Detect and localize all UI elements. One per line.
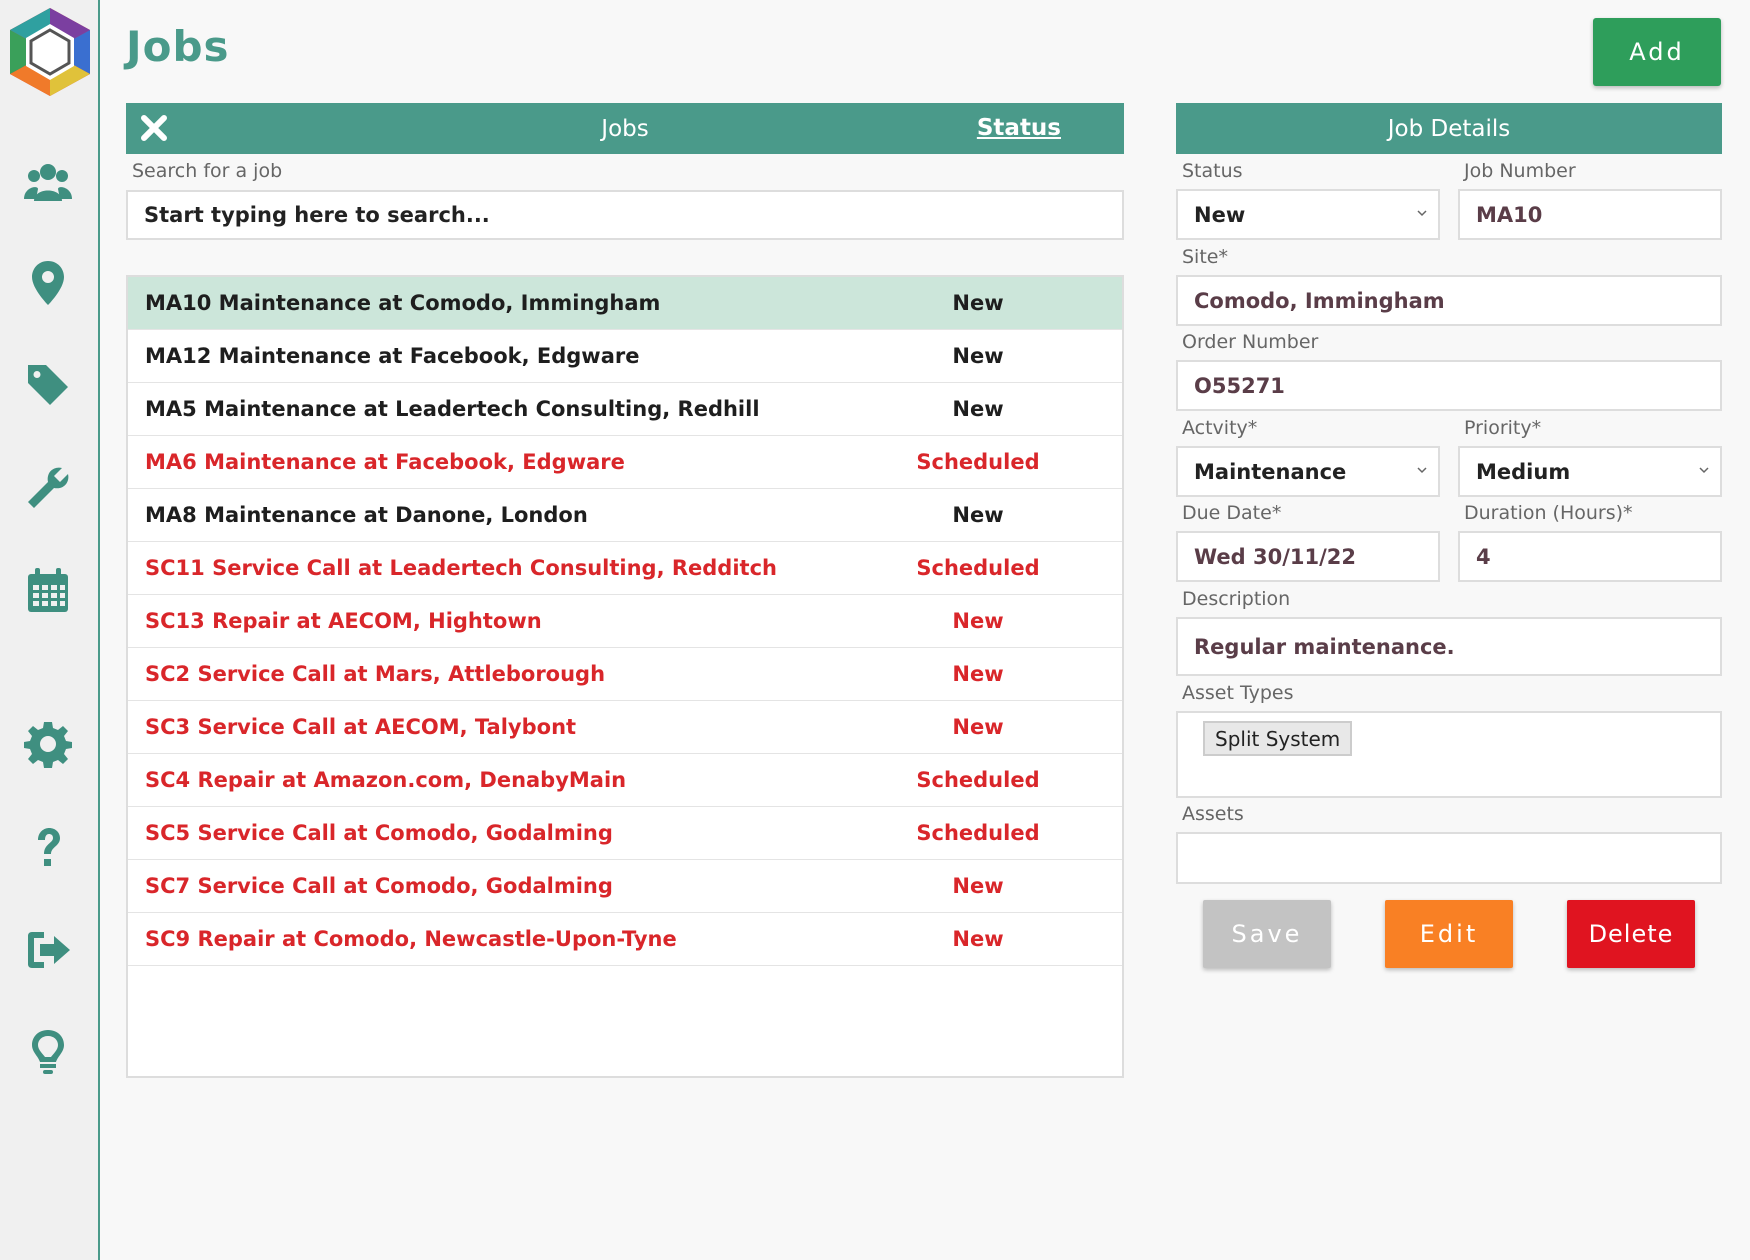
job-status: Scheduled (916, 821, 1040, 845)
job-title: MA6 Maintenance at Facebook, Edgware (145, 450, 625, 474)
status-sort-link[interactable]: Status (976, 115, 1061, 141)
job-row[interactable] (128, 383, 1122, 436)
job-row[interactable] (128, 913, 1122, 966)
help-question-icon[interactable] (20, 820, 76, 876)
sign-out-icon[interactable] (20, 922, 76, 978)
job-row[interactable] (128, 754, 1122, 807)
job-number-field[interactable] (1458, 189, 1722, 240)
job-status: New (952, 397, 1004, 421)
job-status: Scheduled (916, 556, 1040, 580)
job-status: New (952, 344, 1004, 368)
settings-gear-icon[interactable] (20, 716, 76, 772)
save-button[interactable]: Save (1203, 900, 1331, 968)
job-row[interactable] (128, 542, 1122, 595)
details-panel-title: Job Details (1387, 115, 1511, 142)
job-status: New (952, 609, 1004, 633)
job-title: MA12 Maintenance at Facebook, Edgware (145, 344, 640, 368)
jobs-panel-header (126, 103, 1124, 154)
description-field[interactable] (1176, 617, 1722, 676)
status-select[interactable] (1176, 189, 1440, 240)
site-value: Comodo, Immingham (1194, 288, 1445, 313)
order-number-label: Order Number (1182, 331, 1319, 353)
job-title: SC5 Service Call at Comodo, Godalming (145, 821, 613, 845)
order-number-field[interactable] (1176, 360, 1722, 411)
activity-select-value: Maintenance (1194, 459, 1347, 484)
chevron-down-icon (1698, 464, 1710, 476)
job-status: New (952, 927, 1004, 951)
description-value: Regular maintenance. (1194, 634, 1455, 659)
job-title: SC4 Repair at Amazon.com, DenabyMain (145, 768, 627, 792)
job-status: New (952, 662, 1004, 686)
delete-button[interactable]: Delete (1567, 900, 1695, 968)
job-title: SC7 Service Call at Comodo, Godalming (145, 874, 613, 898)
job-list (126, 275, 1124, 1078)
assets-field[interactable] (1176, 832, 1722, 884)
order-number-value: O55271 (1194, 373, 1285, 398)
chevron-down-icon (1416, 207, 1428, 219)
priority-select-value: Medium (1476, 459, 1571, 484)
job-row[interactable] (128, 277, 1122, 330)
job-status: New (952, 503, 1004, 527)
job-row[interactable] (128, 436, 1122, 489)
site-field[interactable] (1176, 275, 1722, 326)
job-title: MA5 Maintenance at Leadertech Consulting, Redhill (145, 397, 760, 421)
duration-label: Duration (Hours)* (1464, 502, 1633, 524)
job-title: SC2 Service Call at Mars, Attleborough (145, 662, 606, 686)
job-row[interactable] (128, 330, 1122, 383)
job-row[interactable] (128, 648, 1122, 701)
activity-select[interactable] (1176, 446, 1440, 497)
priority-label: Priority* (1464, 417, 1542, 439)
job-status: New (952, 715, 1004, 739)
priority-select[interactable] (1458, 446, 1722, 497)
app-logo[interactable] (6, 6, 94, 98)
search-input[interactable] (126, 190, 1124, 240)
due-date-field[interactable] (1176, 531, 1440, 582)
job-title: SC13 Repair at AECOM, Hightown (145, 609, 542, 633)
job-title: MA8 Maintenance at Danone, London (145, 503, 588, 527)
asset-type-chip[interactable]: Split System (1203, 721, 1352, 756)
job-row[interactable] (128, 860, 1122, 913)
wrench-icon[interactable] (20, 460, 76, 516)
lightbulb-icon[interactable] (20, 1024, 76, 1080)
details-panel-header (1176, 103, 1722, 154)
job-title: SC9 Repair at Comodo, Newcastle-Upon-Tyne (145, 927, 677, 951)
chevron-down-icon (1416, 464, 1428, 476)
sidebar (0, 0, 100, 1260)
location-pin-icon[interactable] (20, 255, 76, 311)
page-title: Jobs (126, 22, 230, 71)
calendar-icon[interactable] (20, 562, 76, 618)
job-number-label: Job Number (1464, 160, 1576, 182)
job-status: New (952, 291, 1004, 315)
tag-icon[interactable] (20, 357, 76, 413)
job-title: SC3 Service Call at AECOM, Talybont (145, 715, 577, 739)
job-row[interactable] (128, 807, 1122, 860)
job-status: New (952, 874, 1004, 898)
duration-field[interactable] (1458, 531, 1722, 582)
add-job-button[interactable]: Add (1593, 18, 1721, 86)
job-title: SC11 Service Call at Leadertech Consulting, Redditch (145, 556, 777, 580)
job-row[interactable] (128, 701, 1122, 754)
edit-button[interactable]: Edit (1385, 900, 1513, 968)
description-label: Description (1182, 588, 1291, 610)
site-label: Site* (1182, 246, 1228, 268)
duration-value: 4 (1476, 544, 1491, 569)
job-title: MA10 Maintenance at Comodo, Immingham (145, 291, 661, 315)
status-label: Status (1182, 160, 1243, 182)
assets-label: Assets (1182, 803, 1244, 825)
close-icon[interactable] (138, 112, 170, 144)
job-row[interactable] (128, 595, 1122, 648)
jobs-panel-title: Jobs (601, 115, 649, 142)
customers-icon[interactable] (20, 155, 76, 211)
job-status: Scheduled (916, 450, 1040, 474)
status-select-value: New (1194, 202, 1246, 227)
activity-label: Actvity* (1182, 417, 1258, 439)
job-row[interactable] (128, 489, 1122, 542)
job-number-value: MA10 (1476, 202, 1543, 227)
job-status: Scheduled (916, 768, 1040, 792)
search-label: Search for a job (132, 160, 283, 182)
due-date-value: Wed 30/11/22 (1194, 544, 1357, 569)
asset-types-label: Asset Types (1182, 682, 1294, 704)
due-date-label: Due Date* (1182, 502, 1282, 524)
